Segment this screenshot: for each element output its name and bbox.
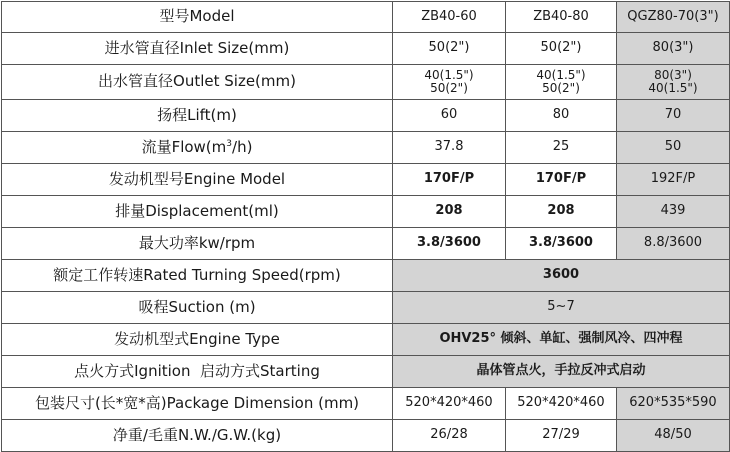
cell-value: 520*420*460 xyxy=(506,388,617,420)
outlet-size-row xyxy=(2,65,730,100)
cell-value: 170F/P xyxy=(506,164,617,196)
cell-line: 40(1.5") xyxy=(648,81,698,95)
cell-value: 27/29 xyxy=(506,420,617,452)
cell-value: 25 xyxy=(506,132,617,164)
weight-row xyxy=(2,420,730,452)
cell-line: 50(2") xyxy=(542,81,580,95)
cell-value xyxy=(506,65,617,100)
flow-label-prefix: 流量Flow(m xyxy=(141,137,227,156)
cell-value: 37.8 xyxy=(393,132,506,164)
engine-model-row xyxy=(2,164,730,196)
cell-value: 170F/P xyxy=(393,164,506,196)
cell-value: 80 xyxy=(506,100,617,132)
engine-type-row xyxy=(2,324,730,356)
model-name-zb40-80: ZB40-80 xyxy=(506,2,617,33)
row-label: 净重/毛重N.W./G.W.(kg) xyxy=(2,420,393,452)
rated-speed-row xyxy=(2,260,730,292)
flow-label-sup: 3 xyxy=(226,138,233,149)
cell-value: 8.8/3600 xyxy=(617,228,730,260)
row-label: 额定工作转速Rated Turning Speed(rpm) xyxy=(2,260,393,292)
cell-line: 40(1.5") xyxy=(536,68,586,83)
row-label: 点火方式Ignition 启动方式Starting xyxy=(2,356,393,388)
row-label: 发动机型式Engine Type xyxy=(2,324,393,356)
cell-value xyxy=(617,65,730,100)
flow-label-suffix: /h) xyxy=(232,137,253,156)
cell-line: 50(2") xyxy=(430,81,468,95)
row-label: 包装尺寸(长*宽*高)Package Dimension (mm) xyxy=(2,388,393,420)
merged-value: OHV25° 倾斜、单缸、强制风冷、四冲程 xyxy=(393,324,730,356)
cell-line: 80(3") xyxy=(654,68,692,83)
cell-value: 3.8/3600 xyxy=(506,228,617,260)
displacement-row xyxy=(2,196,730,228)
row-label: 吸程Suction (m) xyxy=(2,292,393,324)
max-power-row xyxy=(2,228,730,260)
inlet-size-row xyxy=(2,33,730,65)
cell-value: 520*420*460 xyxy=(393,388,506,420)
cell-value: 60 xyxy=(393,100,506,132)
cell-value: 50(2") xyxy=(506,33,617,65)
cell-value: 208 xyxy=(506,196,617,228)
merged-value: 3600 xyxy=(393,260,730,292)
merged-value: 5~7 xyxy=(393,292,730,324)
cell-line: 40(1.5") xyxy=(424,68,474,83)
cell-value: 80(3") xyxy=(617,33,730,65)
header-row xyxy=(2,2,730,33)
row-label: 出水管直径Outlet Size(mm) xyxy=(2,65,393,100)
lift-row xyxy=(2,100,730,132)
cell-value: 48/50 xyxy=(617,420,730,452)
cell-value: 620*535*590 xyxy=(617,388,730,420)
merged-value: 晶体管点火，手拉反冲式启动 xyxy=(393,356,730,388)
row-label: 最大功率kw/rpm xyxy=(2,228,393,260)
cell-value: 3.8/3600 xyxy=(393,228,506,260)
ignition-starting-row xyxy=(2,356,730,388)
package-dimension-row xyxy=(2,388,730,420)
cell-value: 439 xyxy=(617,196,730,228)
cell-value: 26/28 xyxy=(393,420,506,452)
flow-row xyxy=(2,132,730,164)
cell-value: 192F/P xyxy=(617,164,730,196)
cell-value: 208 xyxy=(393,196,506,228)
suction-row xyxy=(2,292,730,324)
model-name-zb40-60: ZB40-60 xyxy=(393,2,506,33)
cell-value: 50 xyxy=(617,132,730,164)
row-label: 排量Displacement(ml) xyxy=(2,196,393,228)
cell-value xyxy=(393,65,506,100)
row-label: 扬程Lift(m) xyxy=(2,100,393,132)
spec-table xyxy=(1,1,730,452)
cell-value: 50(2") xyxy=(393,33,506,65)
cell-value: 70 xyxy=(617,100,730,132)
row-label: 进水管直径Inlet Size(mm) xyxy=(2,33,393,65)
row-label xyxy=(2,132,393,164)
row-label: 发动机型号Engine Model xyxy=(2,164,393,196)
model-name-qgz80-70: QGZ80-70(3") xyxy=(617,2,730,33)
model-header-label: 型号Model xyxy=(2,2,393,33)
